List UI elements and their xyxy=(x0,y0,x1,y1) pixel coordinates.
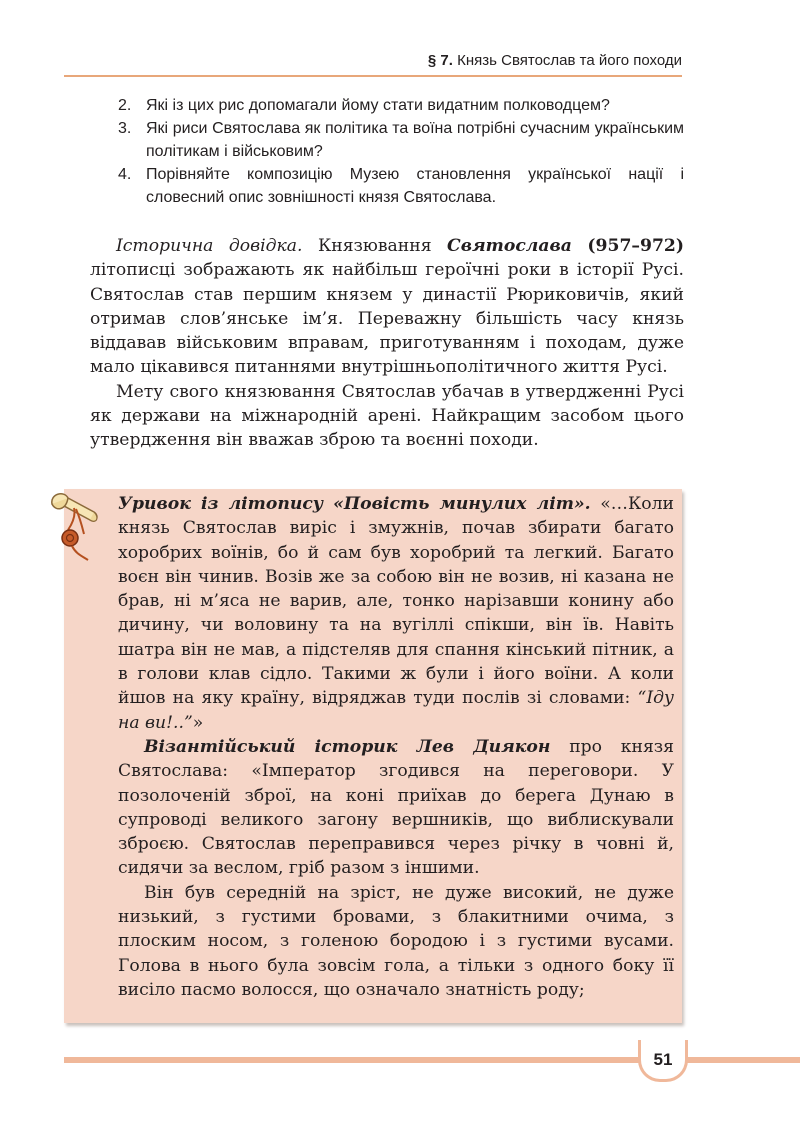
question-text: Які риси Святослава як політика та воїна потрібні сучасним українським політикам і військовим? xyxy=(146,120,684,160)
chronicle-title: Уривок із літопису «Повість минулих літ». xyxy=(118,494,591,514)
question-number: 2. xyxy=(118,97,132,114)
footer-divider xyxy=(64,1057,640,1063)
question-item xyxy=(118,94,684,117)
reign-years: (957–972) xyxy=(587,236,685,256)
scroll-icon xyxy=(44,490,104,570)
section-title: Князь Святослав та його походи xyxy=(457,52,682,69)
historian-name: Візантійський історик Лев Диякон xyxy=(144,736,551,757)
header-divider xyxy=(64,75,682,77)
question-number: 3. xyxy=(118,120,132,137)
description-paragraph: Він був середній на зріст, не дуже високий, не дуже низький, з густими бровами, з блакитними очима, з плоским носом, з голеною бородою і з густими вусами. Голова в нього була зовсім гола, а тільки з одного боку її висіло пасмо волосся, що означало знатність роду; xyxy=(118,882,674,1000)
question-item xyxy=(118,117,684,163)
question-text: Які із цих рис допомагали йому стати видатним полководцем? xyxy=(146,97,610,114)
reference-paragraph: Історична довідка. Князювання Святослава (957–972) літописці зображають як найбільш героїчні роки в історії Русі. Святослав став першим князем у династії Рюриковичів, який отримав слов’янське ім’я. Переважну більшість часу князь віддавав військовим вправам, приготуванням і походам, дуже мало цікавився питаннями внутрішньополітичного життя Русі. xyxy=(90,236,685,378)
ruler-name: Святослава xyxy=(447,236,572,256)
running-header xyxy=(64,52,682,76)
reference-label: Історична довідка. xyxy=(116,236,303,256)
page-number: 51 xyxy=(638,1040,688,1082)
reference-paragraph-2: Мету свого князювання Святослав убачав в утвердженні Русі як держави на міжнародній арені. Найкращим засобом цього утвердження він вважав зброю та воєнні походи. xyxy=(90,381,684,451)
chronicle-paragraph: Уривок із літопису «Повість минулих літ». «…Коли князь Святослав виріс і змужнів, почав збирати багато хоробрих воїнів, бо й сам був хоробрий та легкий. Багато воєн він чинив. Возів же за собою він не возив, ні казана не брав, ні м’яса не варив, але, тонко нарізавши конину або дичину, чи воловину та на вугіллі спікши, він їв. Навіть шатра він не мав, а підстеляв для спання кінський пітник, а в голови клав сідло. Такими ж були і його воїни. А коли йшов на яку країну, відряджав туди послів зі словами: “Іду на ви!..”» xyxy=(118,494,674,733)
question-number: 4. xyxy=(118,166,132,183)
chronicle-excerpt-box xyxy=(64,489,682,1023)
question-list xyxy=(118,94,684,209)
question-text: Порівняйте композицію Музею становлення української нації і словесний опис зовнішності князя Святослава. xyxy=(146,166,684,206)
question-item xyxy=(118,163,684,209)
section-number: § 7. xyxy=(427,52,453,69)
historian-paragraph: Візантійський історик Лев Диякон про князя Святослава: «Імператор згодився на переговори. У позолоченій зброї, на коні приїхав до берега Дунаю в супроводі великого загону вершників, що виблискували зброєю. Святослав переправився через річку в човні й, сидячи за веслом, гріб разом з іншими. xyxy=(118,736,674,879)
historical-reference xyxy=(90,234,684,453)
footer-divider-right xyxy=(686,1057,800,1063)
